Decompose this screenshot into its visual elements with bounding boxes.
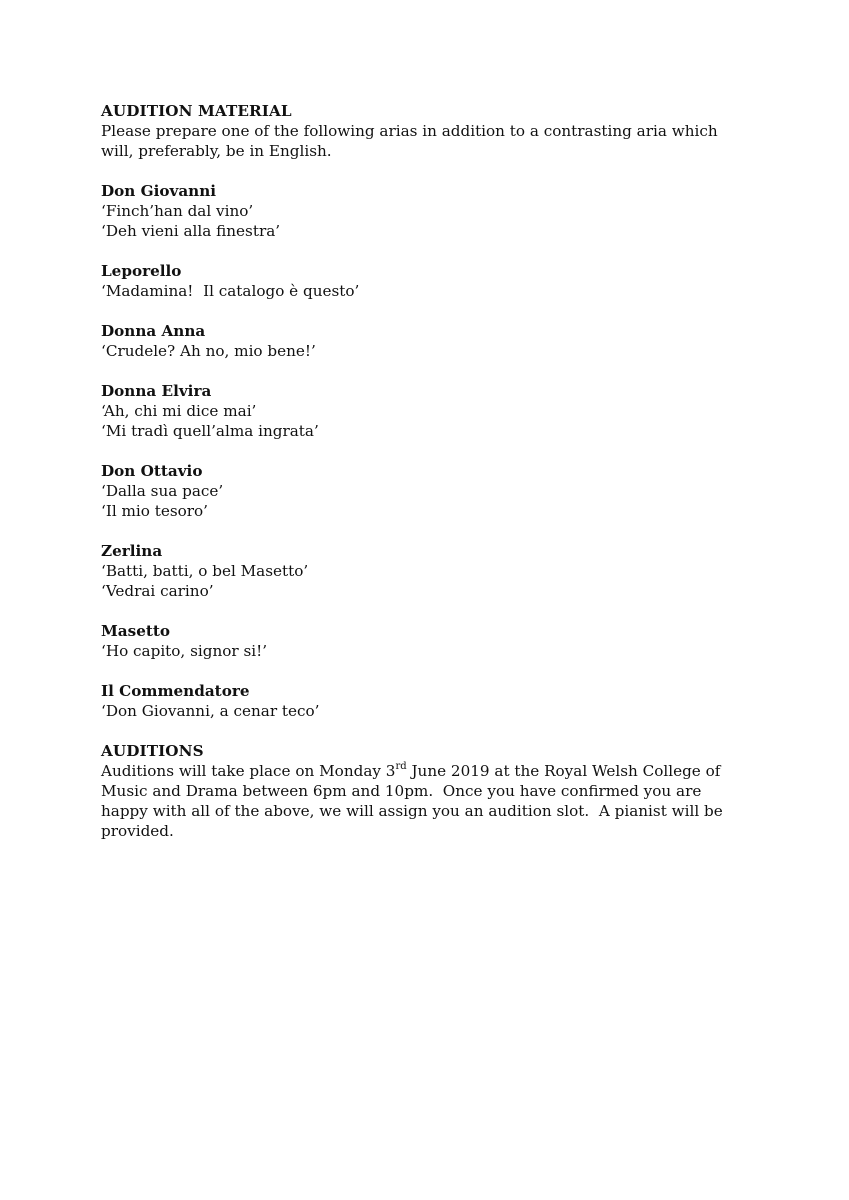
role-don-giovanni — [101, 181, 761, 241]
role-name: Masetto — [101, 622, 171, 640]
auditions-text-start: Auditions will take place on Monday 3 — [101, 762, 396, 780]
aria-title: ‘Crudele? Ah no, mio bene!’ — [101, 342, 316, 360]
role-name: Donna Elvira — [101, 382, 212, 400]
role-name: Don Giovanni — [101, 182, 217, 200]
aria-title: ‘Il mio tesoro’ — [101, 502, 209, 520]
aria-title: ‘Don Giovanni, a cenar teco’ — [101, 702, 320, 720]
aria-title: ‘Ho capito, signor si!’ — [101, 642, 268, 660]
role-donna-elvira — [101, 381, 761, 441]
audition-material-section — [101, 101, 761, 161]
aria-title: ‘Vedrai carino’ — [101, 582, 214, 600]
role-name: Zerlina — [101, 542, 163, 560]
role-zerlina — [101, 541, 761, 601]
role-name: Il Commendatore — [101, 682, 250, 700]
auditions-heading: AUDITIONS — [101, 742, 204, 760]
aria-title: ‘Batti, batti, o bel Masetto’ — [101, 562, 309, 580]
aria-title: ‘Finch’han dal vino’ — [101, 202, 254, 220]
document-content — [101, 101, 761, 841]
audition-material-heading: AUDITION MATERIAL — [101, 102, 292, 120]
audition-material-instructions: Please prepare one of the following arias in addition to a contrasting aria which will, preferably, be in English. — [101, 122, 718, 160]
auditions-section — [101, 741, 761, 841]
role-il-commendatore — [101, 681, 761, 721]
date-ordinal-suffix: rd — [395, 760, 407, 772]
role-leporello — [101, 261, 761, 301]
role-don-ottavio — [101, 461, 761, 521]
aria-title: ‘Ah, chi mi dice mai’ — [101, 402, 257, 420]
role-donna-anna — [101, 321, 761, 361]
aria-title: ‘Dalla sua pace’ — [101, 482, 224, 500]
aria-title: ‘Madamina! Il catalogo è questo’ — [101, 282, 360, 300]
auditions-text-rest: June 2019 at the Royal Welsh College of Music and Drama between 6pm and 10pm. Once you have confirmed you are happy with all of the above, we will assign you an audition slot. A pianist will be provided. — [101, 762, 728, 840]
auditions-text — [101, 761, 751, 841]
aria-title: ‘Deh vieni alla finestra’ — [101, 222, 281, 240]
aria-title: ‘Mi tradì quell’alma ingrata’ — [101, 422, 319, 440]
role-masetto — [101, 621, 761, 661]
role-name: Leporello — [101, 262, 182, 280]
role-name: Don Ottavio — [101, 462, 203, 480]
role-name: Donna Anna — [101, 322, 206, 340]
